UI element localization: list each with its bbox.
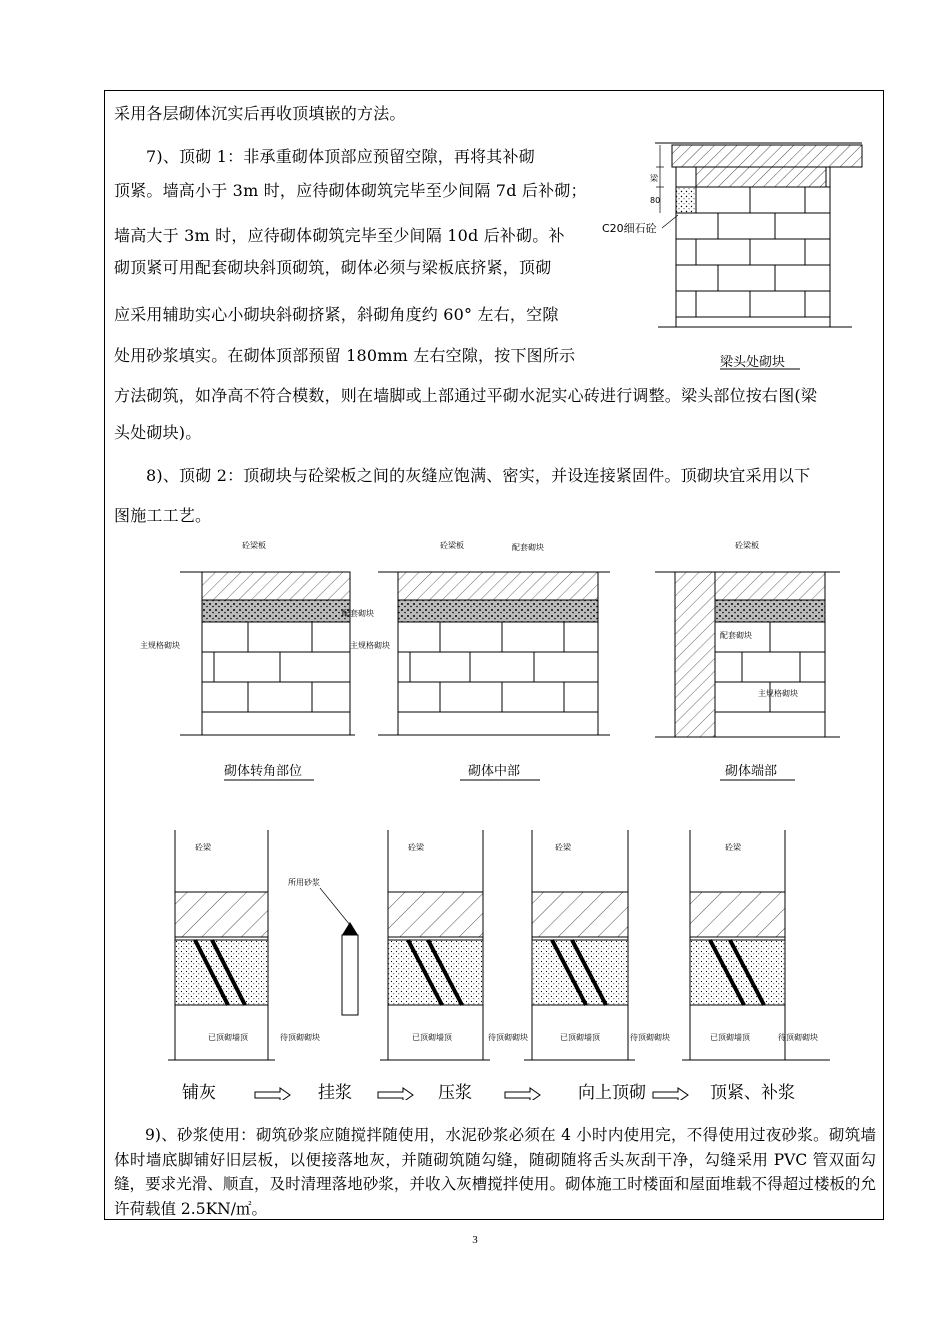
flow-arrow-icon bbox=[653, 1088, 688, 1100]
fixing-label: 配套砌块 bbox=[342, 609, 374, 618]
flow-step-1: 铺灰 bbox=[182, 1083, 216, 1100]
slab-label: 砼梁板 bbox=[735, 541, 759, 550]
beam-label: 砼梁 bbox=[555, 843, 571, 852]
beam-label: 砼梁 bbox=[725, 843, 741, 852]
block-label: 主规格砌块 bbox=[758, 689, 798, 698]
slab-label: 砼梁板 bbox=[242, 541, 266, 550]
fixing-label: 配套砌块 bbox=[512, 543, 544, 552]
caption-right: 砌体端部 bbox=[725, 764, 778, 779]
flow-step-4: 向上顶砌 bbox=[578, 1083, 646, 1100]
text-line: 8)、顶砌 2：顶砌块与砼梁板之间的灰缝应饱满、密实，并设连接紧固件。顶砌块宜采用以下 bbox=[146, 466, 811, 485]
beam-figure-caption: 梁头处砌块 bbox=[720, 355, 786, 370]
done-label: 已顶砌墙顶 bbox=[412, 1033, 452, 1042]
text-line: 墙高大于 3m 时，应待砌体砌筑完毕至少间隔 10d 后补砌。补 bbox=[114, 226, 565, 245]
caption-left: 砌体转角部位 bbox=[224, 764, 303, 779]
todo-label: 待顶砌砌块 bbox=[280, 1033, 320, 1042]
dim-label: 梁 bbox=[650, 174, 658, 183]
dim-label: 80 bbox=[650, 196, 661, 205]
beam-label: 砼梁 bbox=[195, 843, 211, 852]
top-block-diagrams bbox=[130, 530, 870, 790]
text-line: 采用各层砌体沉实后再收顶填嵌的方法。 bbox=[114, 104, 406, 123]
flow-step-5: 顶紧、补浆 bbox=[710, 1083, 795, 1100]
flow-step-3: 压浆 bbox=[438, 1083, 472, 1100]
text-line: 处用砂浆填实。在砌体顶部预留 180mm 左右空隙，按下图所示 bbox=[114, 346, 576, 365]
text-line: 图施工工艺。 bbox=[114, 506, 212, 525]
block-label: 主规格砌块 bbox=[350, 641, 390, 650]
text-line: 7)、顶砌 1：非承重砌体顶部应预留空隙，再将其补砌 bbox=[146, 147, 535, 166]
flow-arrow-icon bbox=[505, 1088, 540, 1100]
text-line: 砌顶紧可用配套砌块斜顶砌筑，砌体必须与梁板底挤紧，顶砌 bbox=[114, 258, 552, 277]
caption-mid: 砌体中部 bbox=[468, 764, 521, 779]
done-label: 已顶砌墙顶 bbox=[560, 1033, 600, 1042]
slab-label: 砼梁板 bbox=[440, 541, 464, 550]
paragraph-9: 9)、砂浆使用：砌筑砂浆应随搅拌随使用，水泥砂浆必须在 4 小时内使用完，不得使用过夜砂浆。砌筑墙体时墙底脚铺好旧层板，以便接落地灰，并随砌筑随勾缝，随砌随将舌头灰刮干净，勾缝采用 PVC 管双面勾缝，要求光滑、顺直，及时清理落地砂浆，并收入灰槽搅拌使用。砌体施工时楼面和屋面堆载不得超过楼板的允许荷载值 2.5KN/㎡。 bbox=[114, 1126, 876, 1218]
c20-label: C20细石砼 bbox=[602, 222, 657, 235]
flow-arrow-icon bbox=[378, 1088, 413, 1100]
todo-label: 待顶砌砌块 bbox=[630, 1033, 670, 1042]
todo-label: 待顶砌砌块 bbox=[778, 1033, 818, 1042]
page-number: 3 bbox=[472, 1234, 478, 1246]
done-label: 已顶砌墙顶 bbox=[208, 1033, 248, 1042]
text-line: 方法砌筑，如净高不符合模数，则在墙脚或上部通过平砌水泥实心砖进行调整。梁头部位按右图(梁 bbox=[114, 386, 818, 405]
todo-label: 待顶砌砌块 bbox=[488, 1033, 528, 1042]
mortar-label: 所用砂浆 bbox=[288, 878, 320, 887]
fixing-label: 配套砌块 bbox=[720, 631, 752, 640]
flow-step-2: 挂浆 bbox=[318, 1083, 352, 1100]
beam-label: 砼梁 bbox=[408, 843, 424, 852]
block-label: 主规格砌块 bbox=[140, 641, 180, 650]
text-line: 应采用辅助实心小砌块斜砌挤紧，斜砌角度约 60° 左右，空隙 bbox=[114, 305, 559, 324]
process-diagrams bbox=[150, 830, 870, 1100]
flow-arrow-icon bbox=[255, 1088, 290, 1100]
text-line: 头处砌块)。 bbox=[114, 423, 202, 442]
text-line: 顶紧。墙高小于 3m 时，应待砌体砌筑完毕至少间隔 7d 后补砌； bbox=[114, 181, 587, 200]
done-label: 已顶砌墙顶 bbox=[710, 1033, 750, 1042]
beam-head-figure bbox=[600, 135, 870, 375]
